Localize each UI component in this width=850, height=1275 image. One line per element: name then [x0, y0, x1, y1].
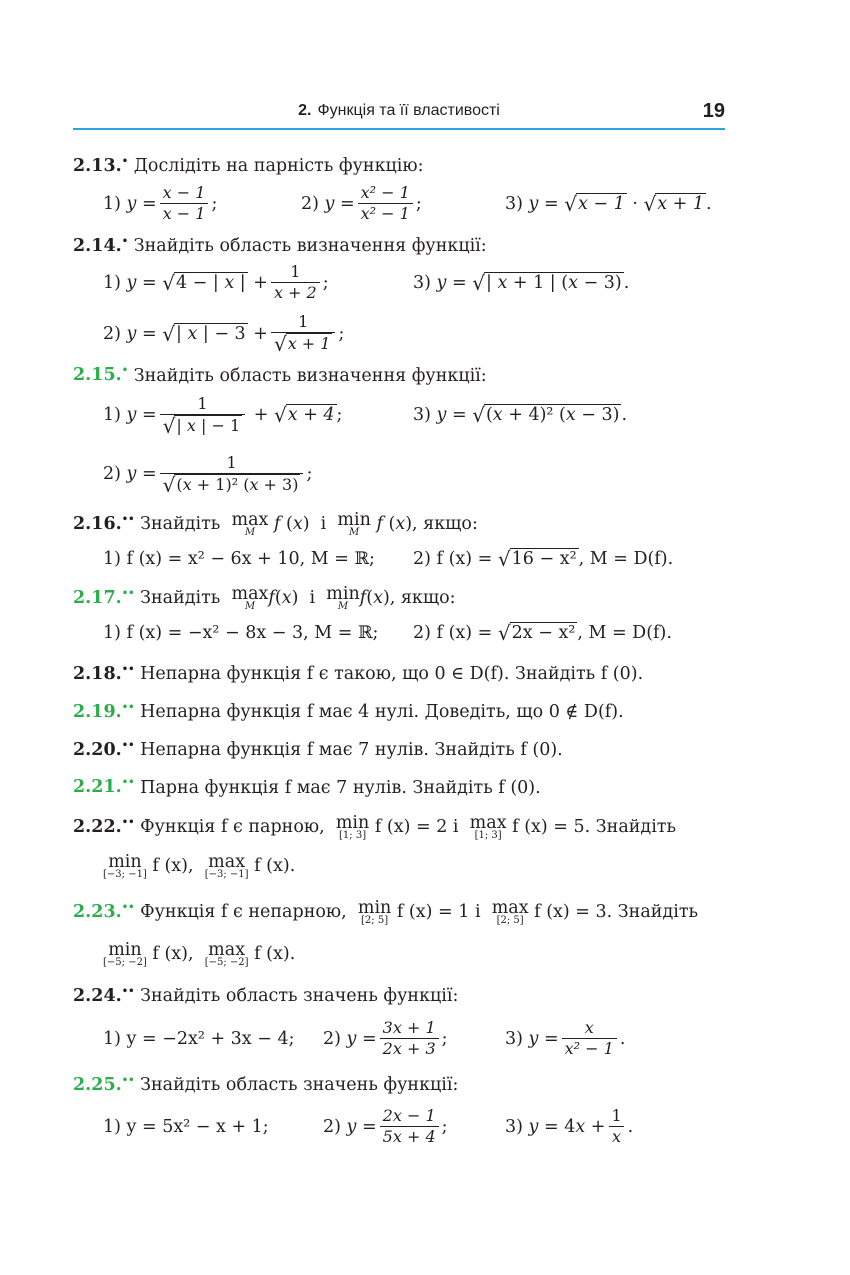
- chapter-title: [73, 102, 725, 120]
- problem-number: 2.17.••: [73, 588, 135, 609]
- problem-number: 2.19.••: [73, 701, 135, 722]
- problem-2-15: [73, 360, 725, 388]
- problem-number: 2.18.••: [73, 663, 135, 684]
- formula-row: [73, 1014, 725, 1064]
- item-1: 1) y = 5x² − x + 1;: [103, 1116, 269, 1137]
- problem-number: 2.21.••: [73, 777, 135, 798]
- problem-2-22-cont: min [−3; −1] f (x), max [−3; −1] f (x).: [103, 851, 296, 880]
- problem-number: 2.24.••: [73, 985, 135, 1006]
- item-2: 2) y = 1 √ (x + 1)² (x + 3) ;: [103, 452, 313, 497]
- problem-2-19: [73, 691, 725, 729]
- problem-number: 2.16.••: [73, 514, 135, 535]
- problem-number: 2.13.•: [73, 155, 129, 176]
- problem-number: 2.23.••: [73, 902, 135, 923]
- problem-2-20: [73, 729, 725, 767]
- problem-2-22: 2.22.•• Функція f є парною, min [1; 3] f (x) = 2 і max [1; 3] f (x) = 5. Знайдіть: [73, 812, 677, 841]
- problem-number: 2.20.••: [73, 739, 135, 760]
- formula-row: [73, 258, 725, 308]
- item-2: 2) y = $\frac{3x + 1}{2x + 3}$ ;: [323, 1018, 448, 1059]
- problem-2-25: [73, 1064, 725, 1102]
- problem-2-17: 2.17.•• Знайдіть max M f(x) і min M f(x), якщо:: [73, 583, 456, 612]
- problem-text: Непарна функція f має 4 нулі. Доведіть, що 0 ∉ D(f).: [140, 701, 624, 722]
- item-3: 3) y = √ x − 1 · √ x + 1 .: [505, 191, 712, 216]
- item-1: 1) f (x) = x² − 6x + 10, M = ℝ;: [103, 549, 375, 570]
- item-2: 2) y = $\frac{\text{x² − 1}}{\text{x² − 1}}$ ;: [301, 183, 422, 224]
- item-1: 1) y = $\frac{x - 1}{x - 1}$ ;: [103, 183, 218, 224]
- problem-2-23-cont: min [−5; −2] f (x), max [−5; −2] f (x).: [103, 939, 296, 968]
- chapter-number: 2.: [298, 102, 312, 119]
- item-3: 3) y = 4 x + $\frac{1}{x}$ .: [505, 1106, 634, 1147]
- item-3: 3) y = √ (x + 4)² (x − 3) .: [413, 403, 628, 428]
- problem-text: Знайдіть область значень функції:: [140, 1074, 459, 1095]
- problem-text: Непарна функція f є такою, що 0 ∈ D(f). Знайдіть f (0).: [140, 663, 644, 684]
- problems: [73, 150, 725, 1152]
- item-3: 3) y = $\frac{x}{\text{x² − 1}}$ .: [505, 1018, 626, 1059]
- formula-row: [73, 613, 725, 653]
- item-1: 1) y = √ 4 − | x | + $\frac{1}{x + 2}$ ;: [103, 262, 329, 303]
- problem-text: Знайдіть область визначення функції:: [133, 235, 487, 256]
- formula-row: [73, 1102, 725, 1152]
- item-2: 2) y = √ | x | − 3 + 1 √ x + 1 ;: [103, 312, 345, 357]
- problem-text: Парна функція f має 7 нулів. Знайдіть f (0).: [140, 777, 541, 798]
- formula-row: [73, 178, 725, 230]
- item-2: 2) f (x) = √ 16 − x² , M = D(f).: [413, 547, 674, 572]
- problem-text: Знайдіть область визначення функції:: [133, 365, 487, 386]
- formula-row: [73, 308, 725, 360]
- formula-row: [73, 387, 725, 443]
- problem-text: Дослідіть на парність функцію:: [133, 155, 424, 176]
- problem-2-24: [73, 974, 725, 1014]
- problem-2-16: 2.16.•• Знайдіть max M f (x) і min M f (x), якщо:: [73, 509, 478, 538]
- problem-2-23: 2.23.•• Функція f є непарною, min [2; 5] f (x) = 1 і max [2; 5] f (x) = 3. Знайдіть: [73, 897, 699, 926]
- item-3: 3) y = √ | x + 1 | (x − 3) .: [413, 270, 630, 295]
- formula-row: [73, 539, 725, 579]
- problem-number: 2.25.••: [73, 1074, 135, 1095]
- item-1: 1) y = 1 √ | x | − 1 + √ x + 4 ;: [103, 393, 343, 438]
- item-1: 1) f (x) = −x² − 8x − 3, M = ℝ;: [103, 623, 379, 644]
- item-1: 1) y = −2x² + 3x − 4;: [103, 1028, 295, 1049]
- page-header: [73, 100, 725, 130]
- problem-number: 2.14.•: [73, 235, 129, 256]
- formula-row: [73, 443, 725, 505]
- chapter-title-text: Функція та її властивості: [317, 102, 500, 119]
- problem-number: 2.22.••: [73, 817, 135, 838]
- page-number: 19: [702, 100, 725, 122]
- problem-2-13: [73, 150, 725, 178]
- item-2: 2) y = $\frac{2x - 1}{5x + 4}$ ;: [323, 1106, 448, 1147]
- problem-2-21: [73, 767, 725, 805]
- problem-2-18: [73, 653, 725, 691]
- item-2: 2) f (x) = √ 2x − x² , M = D(f).: [413, 621, 672, 646]
- problem-number: 2.15.•: [73, 365, 129, 386]
- problem-2-14: [73, 230, 725, 258]
- problem-text: Непарна функція f має 7 нулів. Знайдіть f (0).: [140, 739, 563, 760]
- problem-text: Знайдіть область значень функції:: [140, 985, 459, 1006]
